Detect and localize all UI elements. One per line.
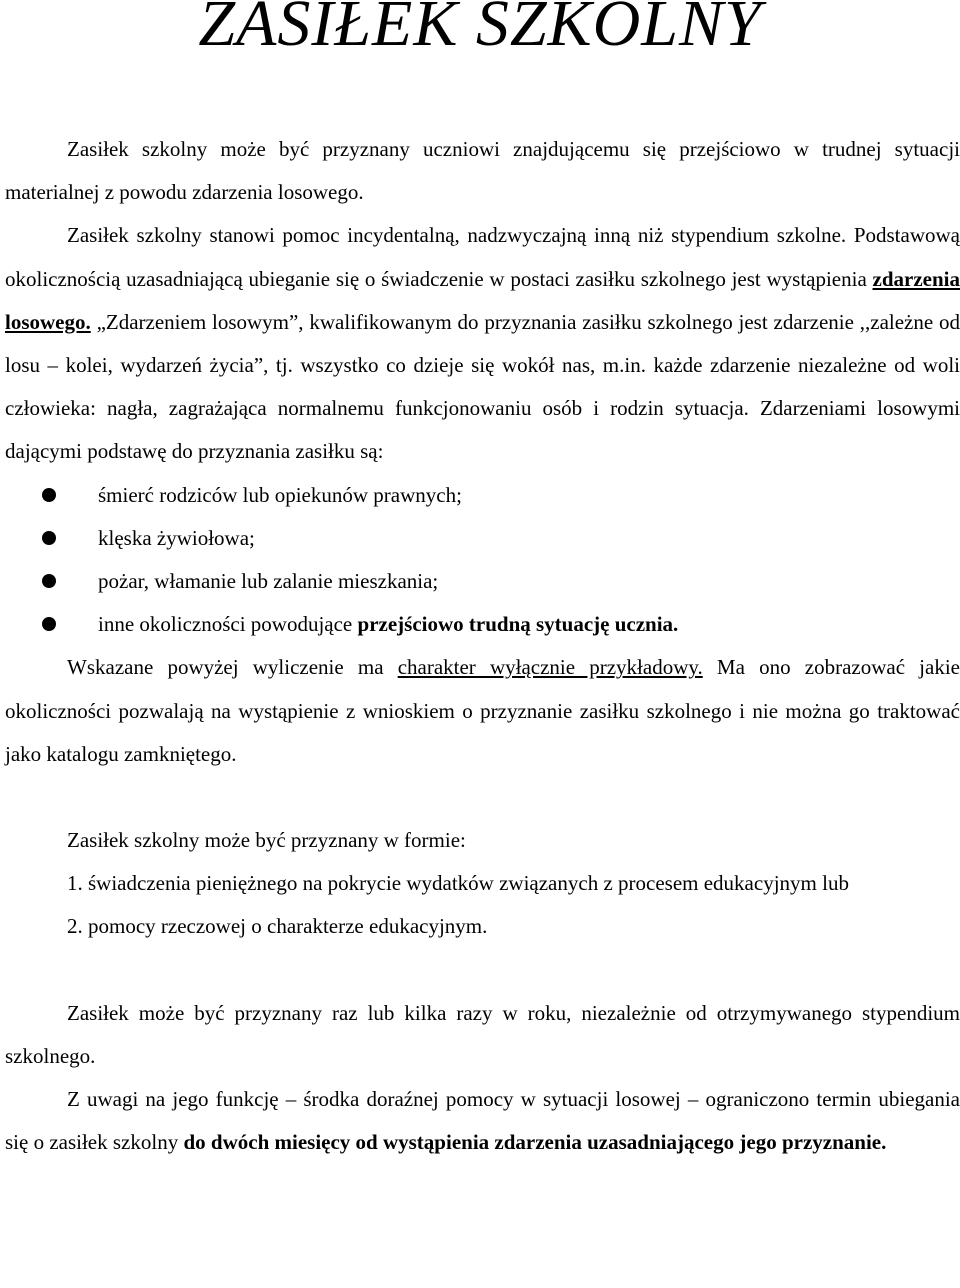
list-item-text: pomocy rzeczowej o charakterze edukacyjnym. <box>88 914 488 939</box>
random-event-term: zdarzenia losowego. <box>5 266 960 334</box>
definition-text-start: Zasiłek szkolny stanowi pomoc incydentalną, nadzwyczajną inną niż stypendium szkolne. Podstawową okolicznością uzasadniającą ubieganie się o świadczenie w postaci zasiłku szkolnego jest wystąpienia <box>5 223 960 291</box>
list-number: 1. <box>67 871 83 896</box>
frequency-paragraph: Zasiłek może być przyznany raz lub kilka razy w roku, niezależnie od otrzymywanego stypendium szkolnego. <box>5 1000 960 1068</box>
forms-intro: Zasiłek szkolny może być przyznany w formie: <box>67 828 466 853</box>
deadline-paragraph <box>5 1078 960 1164</box>
spacer <box>5 949 960 992</box>
definition-paragraph <box>5 214 960 473</box>
bullet-icon <box>42 617 56 631</box>
spacer <box>5 776 960 819</box>
list-item-emphasis: przejściowo trudną sytuację ucznia. <box>357 612 679 637</box>
list-item-text: śmierć rodziców lub opiekunów prawnych; <box>98 482 462 507</box>
bullet-icon <box>42 488 56 502</box>
bullet-icon <box>42 531 56 545</box>
list-item-text: pożar, włamanie lub zalanie mieszkania; <box>98 569 439 594</box>
deadline-emphasis: do dwóch miesięcy od wystąpienia zdarzenia uzasadniającego jego przyznanie. <box>183 1130 887 1155</box>
intro-paragraph: Zasiłek szkolny może być przyznany uczniowi znajdującemu się przejściowo w trudnej sytuacji materialnej z powodu zdarzenia losowego. <box>5 137 960 205</box>
document-body <box>5 128 960 1164</box>
list-item <box>5 603 960 646</box>
bullet-icon <box>42 574 56 588</box>
list-item <box>67 905 960 948</box>
list-item-text: klęska żywiołowa; <box>98 525 255 550</box>
random-events-list <box>5 474 960 647</box>
examples-text-end: Ma ono zobrazować jakie okoliczności pozwalają na wystąpienie z wnioskiem o przyznanie zasiłku szkolnego i nie można go traktować jako katalogu zamkniętego. <box>5 655 960 766</box>
list-item-text: świadczenia pieniężnego na pokrycie wydatków związanych z procesem edukacyjnym lub <box>88 871 849 896</box>
list-number: 2. <box>67 914 83 939</box>
list-item <box>5 517 960 560</box>
definition-text-end: „Zdarzeniem losowym”, kwalifikowanym do przyznania zasiłku szkolnego jest zdarzenie ,,zależne od losu – kolei, wydarzeń życia”, tj. wszystko co dzieje się wokół nas, m.in. każde zdarzenie niezależne od woli człowieka: nagła, zagrażająca normalnemu funkcjonowaniu osób i rodzin sytuacja. Zdarzeniami losowymi dającymi podstawę do przyznania zasiłku są: <box>5 309 960 464</box>
document-title: ZASIŁEK SZKOLNY <box>198 0 762 60</box>
examples-paragraph <box>5 646 960 776</box>
list-item <box>67 862 960 905</box>
list-item <box>5 560 960 603</box>
list-item <box>5 474 960 517</box>
examples-emphasis: charakter wyłącznie przykładowy. <box>397 655 703 680</box>
list-item-text: inne okoliczności powodujące <box>98 612 358 637</box>
deadline-text-start: Z uwagi na jego funkcję – środka doraźnej pomocy w sytuacji losowej – ograniczono termin ubiegania się o zasiłek szkolny <box>5 1087 960 1155</box>
forms-list <box>5 862 960 948</box>
examples-text-start: Wskazane powyżej wyliczenie ma <box>67 655 398 680</box>
